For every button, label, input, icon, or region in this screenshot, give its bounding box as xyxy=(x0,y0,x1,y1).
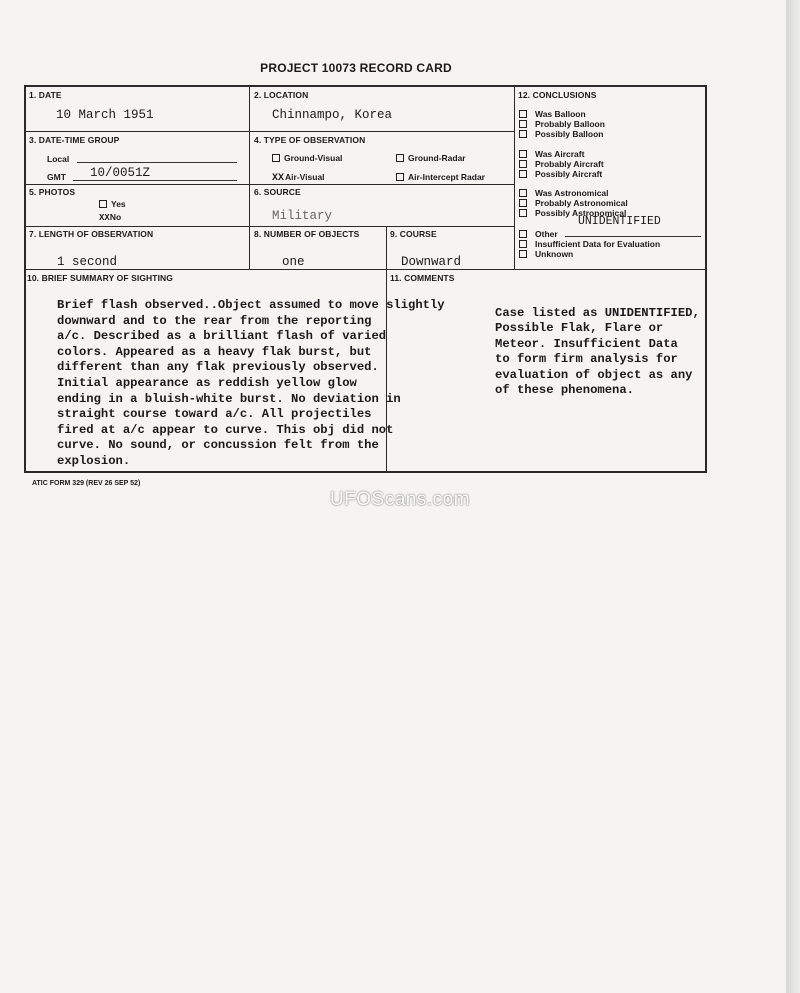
divider-row-4 xyxy=(25,269,706,270)
conclusion-item: Possibly Aircraft xyxy=(519,169,602,179)
summary-line: a/c. Described as a brilliant flash of varied xyxy=(57,329,387,344)
checkbox-icon xyxy=(519,250,527,258)
summary-line: downward and to the rear from the reporting xyxy=(57,313,372,328)
gmt-line xyxy=(73,180,237,181)
obs-air-visual: XXAir-Visual xyxy=(272,172,325,184)
conclusion-item: Possibly Astronomical xyxy=(519,208,626,218)
checkbox-icon xyxy=(519,170,527,178)
comments-line: Case listed as UNIDENTIFIED, xyxy=(495,306,700,320)
date-value: 10 March 1951 xyxy=(56,108,154,122)
location-label: 2. LOCATION xyxy=(254,90,309,100)
divider-row-2 xyxy=(25,184,514,185)
checkbox-icon xyxy=(519,110,527,118)
num-objects-label: 8. NUMBER OF OBJECTS xyxy=(254,229,360,239)
form-number: ATIC FORM 329 (REV 26 SEP 52) xyxy=(32,480,141,487)
obs-ground-visual: Ground-Visual xyxy=(272,153,342,163)
source-value: Military xyxy=(272,209,333,223)
checkbox-icon xyxy=(519,120,527,128)
summary-line: curve. No sound, or concussion felt from the xyxy=(57,438,379,453)
summary-line: straight course toward a/c. All projectiles xyxy=(57,407,372,422)
comments-line: of these phenomena. xyxy=(495,383,634,398)
dtg-label: 3. DATE-TIME GROUP xyxy=(29,135,120,145)
source-label: 6. SOURCE xyxy=(254,187,301,197)
summary-line: Brief flash observed..Object assumed to move slightly xyxy=(57,298,445,312)
conclusion-typed-note: UNIDENTIFIED xyxy=(578,215,661,228)
comments-line: Possible Flak, Flare or xyxy=(495,321,664,336)
checkbox-icon xyxy=(519,150,527,158)
checkbox-icon xyxy=(396,173,404,181)
comments-line: Meteor. Insufficient Data xyxy=(495,336,678,351)
checkbox-icon xyxy=(519,189,527,197)
divider-col-a xyxy=(249,86,250,269)
local-label: Local xyxy=(47,154,70,164)
checkbox-icon xyxy=(519,240,527,248)
gmt-value: 10/0051Z xyxy=(90,166,151,180)
watermark: UFOScans.com xyxy=(329,489,471,510)
checkbox-icon xyxy=(396,154,404,162)
summary-line: fired at a/c appear to curve. This obj did not xyxy=(57,422,394,437)
divider-col-b xyxy=(514,86,515,269)
conclusion-item: Probably Astronomical xyxy=(519,198,628,208)
checkbox-icon xyxy=(519,209,527,217)
checkbox-icon xyxy=(519,130,527,138)
local-line xyxy=(77,162,237,163)
comments-text xyxy=(495,306,710,398)
comments-line: to form firm analysis for xyxy=(495,352,678,367)
conclusion-item: Probably Balloon xyxy=(519,119,605,129)
photos-no: XXNo xyxy=(99,212,122,223)
summary-line: different than any flak previously observed. xyxy=(57,360,379,375)
num-objects-value: one xyxy=(282,255,305,269)
conclusions-label: 12. CONCLUSIONS xyxy=(518,90,597,100)
typed-xx-mark: XX xyxy=(272,173,285,184)
length-label: 7. LENGTH OF OBSERVATION xyxy=(29,229,154,239)
location-value: Chinnampo, Korea xyxy=(272,108,393,122)
obs-type-label: 4. TYPE OF OBSERVATION xyxy=(254,135,366,145)
conclusion-item: Unknown xyxy=(519,249,573,259)
conclusion-item: Was Astronomical xyxy=(519,188,609,198)
card-title: PROJECT 10073 RECORD CARD xyxy=(260,61,452,75)
summary-label: 10. BRIEF SUMMARY OF SIGHTING xyxy=(27,273,173,283)
photos-yes: Yes xyxy=(99,199,126,209)
checkbox-icon xyxy=(519,199,527,207)
summary-text xyxy=(57,298,477,470)
checkbox-icon xyxy=(519,160,527,168)
checkbox-icon xyxy=(519,230,527,238)
course-label: 9. COURSE xyxy=(390,229,437,239)
conclusion-item: Other xyxy=(519,229,558,239)
checkbox-icon xyxy=(272,154,280,162)
obs-air-intercept-radar: Air-Intercept Radar xyxy=(396,172,485,182)
summary-line: Initial appearance as reddish yellow glow xyxy=(57,375,357,390)
course-value: Downward xyxy=(401,255,462,269)
typed-xx-mark: XX xyxy=(99,213,110,223)
summary-line: ending in a bluish-white burst. No deviation in xyxy=(57,391,401,406)
divider-row-3 xyxy=(25,226,514,227)
conclusion-item: Probably Aircraft xyxy=(519,159,604,169)
comments-line: evaluation of object as any xyxy=(495,367,693,382)
comments-label: 11. COMMENTS xyxy=(390,273,455,283)
obs-ground-radar: Ground-Radar xyxy=(396,153,466,163)
other-line xyxy=(565,236,701,237)
conclusion-item: Insufficient Data for Evaluation xyxy=(519,239,660,249)
photos-label: 5. PHOTOS xyxy=(29,187,76,197)
conclusion-item: Was Balloon xyxy=(519,109,586,119)
conclusion-item: Was Aircraft xyxy=(519,149,584,159)
summary-line: colors. Appeared as a heavy flak burst, but xyxy=(57,344,372,359)
date-label: 1. DATE xyxy=(29,90,62,100)
checkbox-icon xyxy=(99,200,107,208)
summary-line: explosion. xyxy=(57,453,131,468)
conclusion-item: Possibly Balloon xyxy=(519,129,604,139)
divider-row-1 xyxy=(25,131,514,132)
gmt-label: GMT xyxy=(47,172,66,182)
length-value: 1 second xyxy=(57,255,118,269)
